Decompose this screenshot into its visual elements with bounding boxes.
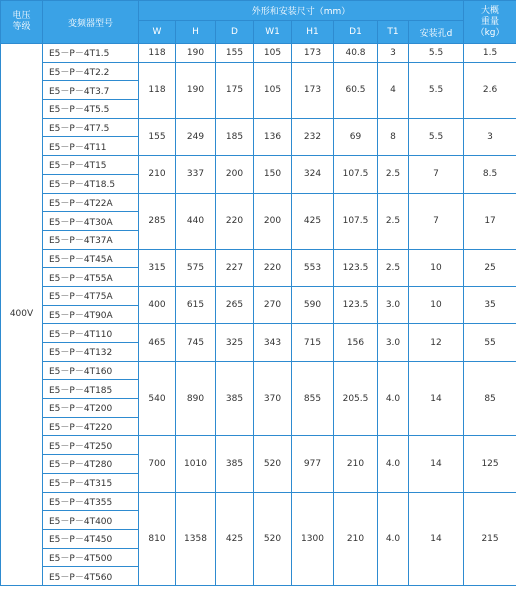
value-cell-h: 190 [176,62,216,118]
value-cell-h1: 232 [292,118,334,155]
value-cell-t1: 3 [378,44,409,63]
table-row [1,44,516,63]
value-cell-w1: 105 [254,62,292,118]
table-row [1,436,516,455]
weight-header-line: 重量 [481,16,500,27]
model-cell: E5－P－4T200 [43,399,139,418]
value-cell-mounting-hole: 7 [409,193,464,249]
model-cell: E5－P－4T22A [43,193,139,212]
value-cell-d: 200 [216,156,254,193]
model-cell: E5－P－4T250 [43,436,139,455]
column-header-w1: W1 [254,21,292,44]
model-cell: E5－P－4T45A [43,249,139,268]
column-header-h1: H1 [292,21,334,44]
value-cell-t1: 2.5 [378,193,409,249]
value-cell-d: 425 [216,492,254,585]
value-cell-t1: 4.0 [378,361,409,436]
weight-cell: 55 [464,324,516,361]
table-row [1,361,516,380]
model-cell: E5－P－4T560 [43,567,139,586]
value-cell-mounting-hole: 14 [409,361,464,436]
value-cell-h: 615 [176,286,216,323]
column-header-h: H [176,21,216,44]
value-cell-h1: 425 [292,193,334,249]
value-cell-w: 400 [139,286,176,323]
voltage-header-line: 电压 [12,11,31,21]
column-header-d: D [216,21,254,44]
value-cell-d: 185 [216,118,254,155]
model-cell: E5－P－4T280 [43,455,139,474]
value-cell-h: 745 [176,324,216,361]
weight-cell: 1.5 [464,44,516,63]
value-cell-h: 190 [176,44,216,63]
value-cell-h: 337 [176,156,216,193]
model-cell: E5－P－4T1.5 [43,44,139,63]
value-cell-h1: 977 [292,436,334,492]
weight-cell: 85 [464,361,516,436]
value-cell-h: 575 [176,249,216,286]
value-cell-w: 118 [139,62,176,118]
value-cell-h1: 173 [292,62,334,118]
weight-cell: 17 [464,193,516,249]
table-row [1,492,516,511]
model-cell: E5－P－4T355 [43,492,139,511]
value-cell-t1: 2.5 [378,156,409,193]
value-cell-t1: 2.5 [378,249,409,286]
value-cell-w: 700 [139,436,176,492]
value-cell-h1: 324 [292,156,334,193]
value-cell-w: 465 [139,324,176,361]
weight-cell: 8.5 [464,156,516,193]
value-cell-w1: 150 [254,156,292,193]
value-cell-d1: 123.5 [334,286,378,323]
value-cell-h: 249 [176,118,216,155]
value-cell-w: 210 [139,156,176,193]
value-cell-w: 118 [139,44,176,63]
table-row [1,62,516,81]
value-cell-w1: 105 [254,44,292,63]
value-cell-t1: 8 [378,118,409,155]
value-cell-h1: 1300 [292,492,334,585]
value-cell-w1: 520 [254,436,292,492]
value-cell-t1: 4 [378,62,409,118]
table-row [1,324,516,343]
value-cell-d1: 107.5 [334,193,378,249]
value-cell-w1: 370 [254,361,292,436]
value-cell-mounting-hole: 7 [409,156,464,193]
model-cell: E5－P－4T2.2 [43,62,139,81]
table-row [1,286,516,305]
model-header: 变频器型号 [43,1,139,44]
value-cell-d1: 123.5 [334,249,378,286]
value-cell-mounting-hole: 10 [409,249,464,286]
table-row [1,193,516,212]
value-cell-d: 385 [216,361,254,436]
value-cell-t1: 4.0 [378,436,409,492]
model-cell: E5－P－4T220 [43,417,139,436]
value-cell-mounting-hole: 12 [409,324,464,361]
dimensions-header: 外形和安装尺寸（mm） [139,1,464,21]
column-header-mounting-hole: 安装孔d [409,21,464,44]
value-cell-mounting-hole: 14 [409,436,464,492]
value-cell-w1: 270 [254,286,292,323]
value-cell-d1: 60.5 [334,62,378,118]
model-cell: E5－P－4T132 [43,343,139,362]
model-cell: E5－P－4T5.5 [43,100,139,119]
value-cell-h1: 553 [292,249,334,286]
value-cell-mounting-hole: 10 [409,286,464,323]
value-cell-h1: 173 [292,44,334,63]
value-cell-h: 440 [176,193,216,249]
column-header-w: W [139,21,176,44]
model-cell: E5－P－4T110 [43,324,139,343]
table-row [1,249,516,268]
model-cell: E5－P－4T55A [43,268,139,287]
value-cell-d: 227 [216,249,254,286]
value-cell-h: 1010 [176,436,216,492]
model-cell: E5－P－4T30A [43,212,139,231]
value-cell-w1: 200 [254,193,292,249]
voltage-cell: 400V [1,44,43,586]
model-cell: E5－P－4T18.5 [43,174,139,193]
value-cell-h: 890 [176,361,216,436]
value-cell-w1: 220 [254,249,292,286]
table-row [1,118,516,137]
weight-cell: 215 [464,492,516,585]
value-cell-h1: 590 [292,286,334,323]
model-cell: E5－P－4T500 [43,548,139,567]
model-cell: E5－P－4T15 [43,156,139,175]
model-cell: E5－P－4T400 [43,511,139,530]
value-cell-d: 220 [216,193,254,249]
value-cell-d1: 210 [334,492,378,585]
model-cell: E5－P－4T450 [43,529,139,548]
model-cell: E5－P－4T185 [43,380,139,399]
value-cell-mounting-hole: 5.5 [409,118,464,155]
model-cell: E5－P－4T75A [43,286,139,305]
model-cell: E5－P－4T90A [43,305,139,324]
value-cell-w: 155 [139,118,176,155]
spec-table-body [1,44,516,586]
value-cell-mounting-hole: 5.5 [409,44,464,63]
value-cell-w1: 343 [254,324,292,361]
weight-cell: 2.6 [464,62,516,118]
value-cell-w1: 520 [254,492,292,585]
voltage-header-line: 等级 [12,22,31,32]
value-cell-d: 385 [216,436,254,492]
voltage-header [1,1,43,44]
value-cell-d1: 156 [334,324,378,361]
weight-cell: 3 [464,118,516,155]
value-cell-t1: 3.0 [378,286,409,323]
value-cell-mounting-hole: 5.5 [409,62,464,118]
value-cell-t1: 4.0 [378,492,409,585]
value-cell-w: 315 [139,249,176,286]
value-cell-d: 325 [216,324,254,361]
value-cell-d1: 107.5 [334,156,378,193]
weight-cell: 35 [464,286,516,323]
value-cell-d1: 205.5 [334,361,378,436]
weight-header-line: （kg） [475,27,505,38]
model-cell: E5－P－4T160 [43,361,139,380]
table-row [1,156,516,175]
model-cell: E5－P－4T7.5 [43,118,139,137]
column-header-t1: T1 [378,21,409,44]
value-cell-h1: 715 [292,324,334,361]
column-header-d1: D1 [334,21,378,44]
value-cell-d1: 40.8 [334,44,378,63]
model-cell: E5－P－4T11 [43,137,139,156]
weight-header-line: 大概 [481,5,500,16]
weight-header [464,1,516,44]
value-cell-d: 155 [216,44,254,63]
weight-cell: 25 [464,249,516,286]
value-cell-h: 1358 [176,492,216,585]
value-cell-t1: 3.0 [378,324,409,361]
value-cell-w: 285 [139,193,176,249]
value-cell-w1: 136 [254,118,292,155]
value-cell-d: 265 [216,286,254,323]
value-cell-mounting-hole: 14 [409,492,464,585]
value-cell-d1: 69 [334,118,378,155]
model-cell: E5－P－4T3.7 [43,81,139,100]
value-cell-d1: 210 [334,436,378,492]
value-cell-w: 810 [139,492,176,585]
value-cell-h1: 855 [292,361,334,436]
model-cell: E5－P－4T37A [43,230,139,249]
value-cell-d: 175 [216,62,254,118]
weight-cell: 125 [464,436,516,492]
model-cell: E5－P－4T315 [43,473,139,492]
value-cell-w: 540 [139,361,176,436]
